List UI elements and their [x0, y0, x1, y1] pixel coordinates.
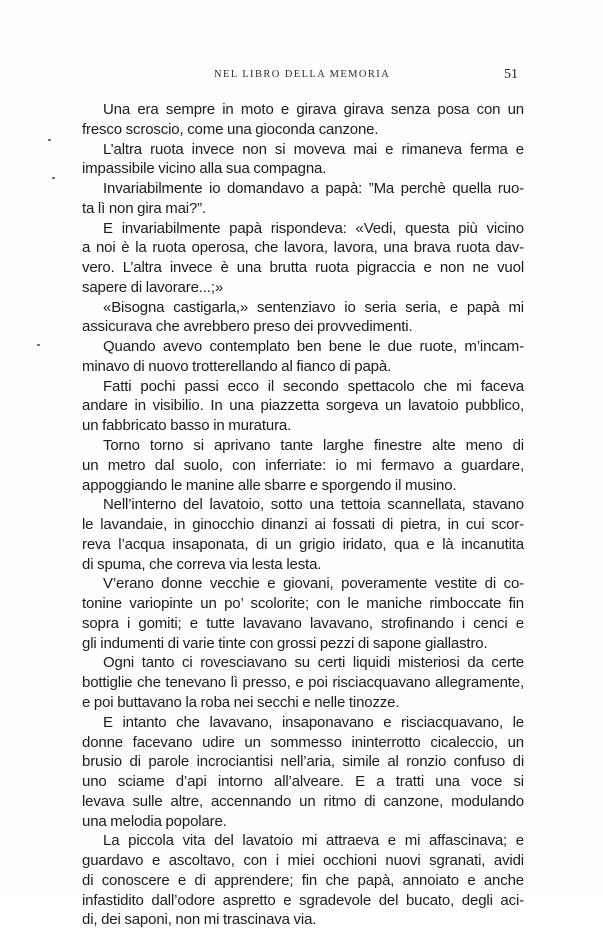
text-line: a noi è la ruota operosa, che lavora, lavora, una brava ruota dav- — [82, 239, 524, 257]
text-line: di, dei saponi, non mi trascinava via. — [82, 911, 317, 929]
print-speck — [48, 139, 51, 141]
text-line: vero. L’altra invece è una brutta ruota pigraccia e non ne vuol — [82, 259, 524, 277]
text-line: bottiglie che tenevano lì presso, e poi risciacquavano allegramente, — [82, 674, 524, 692]
text-line: V’erano donne vecchie e giovani, poveramente vestite di co- — [103, 575, 524, 593]
print-speck — [37, 344, 40, 346]
paragraph — [82, 337, 524, 377]
paragraph — [82, 179, 524, 219]
paragraph — [82, 140, 524, 180]
paragraph — [82, 219, 524, 298]
text-line: tonine variopinte un po’ scolorite; con le maniche rimboccate fin — [82, 595, 524, 613]
text-line: un metro dal suolo, con inferriate: io mi fermavo a guardare, — [82, 456, 524, 474]
running-head — [90, 69, 520, 85]
text-line: Quando avevo contemplato ben bene le due ruote, m’incam- — [103, 338, 524, 356]
paragraph — [82, 495, 524, 574]
text-line: La piccola vita del lavatoio mi attraeva e mi affascinava; e — [103, 832, 524, 850]
paragraph — [82, 436, 524, 495]
paragraph — [82, 653, 524, 712]
text-line: appoggiando le manine alle sbarre e sporgendo il musino. — [82, 476, 457, 494]
text-line: infastidito dall’odore aspretto e sgradevole del bucato, degli aci- — [82, 891, 524, 909]
text-line: L’altra ruota invece non si moveva mai e rimaneva ferma e — [103, 140, 524, 158]
text-line: sapere di lavorare...;» — [82, 278, 224, 296]
text-line: uno sciame d’api intorno all’alveare. E a tratti una voce si — [82, 773, 524, 791]
text-line: Fatti pochi passi ecco il secondo spettacolo che mi faceva — [103, 377, 524, 395]
text-line: sopra i gomiti; e tutte lavavano lavavano, strofinando i cenci e — [82, 614, 524, 632]
text-line: le lavandaie, in ginocchio dinanzi ai fossati di pietra, in cui scor- — [82, 516, 524, 534]
text-line: di conoscere e di apprendere; fin che papà, annoiato e anche — [82, 871, 524, 889]
text-line: «Bisogna castigarla,» sentenziavo io seria seria, e papà mi — [103, 298, 524, 316]
text-line: E invariabilmente papà rispondeva: «Vedi, questa più vicino — [103, 219, 524, 237]
paragraph — [82, 574, 524, 653]
paragraph — [82, 831, 524, 930]
text-line: una melodia popolare. — [82, 812, 227, 830]
text-line: gli indumenti di varie tinte con grossi pezzi di sapone giallastro. — [82, 634, 488, 652]
text-line: Ogni tanto ci rovesciavano su certi liquidi misteriosi da certe — [103, 654, 524, 672]
running-title: NEL LIBRO DELLA MEMORIA — [214, 69, 391, 80]
paragraph — [82, 298, 524, 338]
paragraph — [82, 713, 524, 832]
text-line: un fabbricato basso in muratura. — [82, 417, 292, 435]
text-line: Torno torno si aprivano tante larghe finestre alte meno di — [103, 437, 524, 455]
text-line: andare in visibilio. In una piazzetta sorgeva un lavatoio pubblico, — [82, 397, 524, 415]
text-line: E intanto che lavavano, insaponavano e risciacquavano, le — [103, 713, 524, 731]
text-line: brusio di parole incrociantisi nell’aria, simile al ronzio confuso di — [82, 753, 524, 771]
body-text — [82, 100, 524, 930]
text-line: fresco scroscio, come una gioconda canzone. — [82, 120, 379, 138]
text-line: di spuma, che correva via lesta lesta. — [82, 555, 322, 573]
text-line: Una era sempre in moto e girava girava senza posa con un — [103, 101, 524, 118]
text-line: minavo di nuovo trotterellando al fianco di papà. — [82, 357, 392, 375]
paragraph — [82, 100, 524, 140]
paragraph — [82, 377, 524, 436]
text-line: reva l’acqua insaponata, di un grigio iridato, qua e là incanutita — [82, 535, 524, 553]
print-speck — [52, 177, 55, 179]
page-number: 51 — [504, 67, 518, 82]
text-line: ta lì non gira mai?”. — [82, 199, 207, 217]
text-line: guardavo e ascoltavo, con i miei occhioni nuovi sgranati, avidi — [82, 852, 524, 870]
text-line: e poi buttavano la roba nei secchi e nelle tinozze. — [82, 693, 400, 711]
text-line: donne facevano udire un sommesso ininterrotto cicaleccio, un — [82, 733, 524, 751]
text-line: Invariabilmente io domandavo a papà: ”Ma perchè quella ruo- — [103, 180, 524, 198]
text-line: Nell’interno del lavatoio, sotto una tettoia scannellata, stavano — [103, 496, 524, 514]
text-line: assicurava che avrebbero preso dei provvedimenti. — [82, 318, 413, 336]
text-line: levava sulle altre, accennando un ritmo di canzone, modulando — [82, 792, 524, 810]
text-line: impassibile vicino alla sua compagna. — [82, 160, 327, 178]
